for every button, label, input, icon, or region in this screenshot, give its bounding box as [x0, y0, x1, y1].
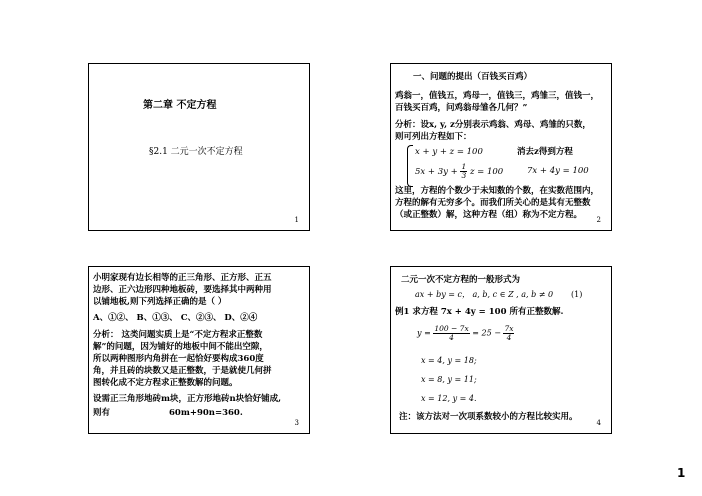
document-page-number: 1 [677, 466, 686, 480]
fraction-7x-over-4 [503, 325, 514, 342]
fraction-numerator: 7x [504, 324, 514, 333]
fraction-denominator: 4 [449, 332, 454, 342]
setup-line-2-prefix: 则有 [93, 408, 111, 418]
question-line-3: 以铺地板,则下列选择正确的是（ ） [93, 297, 227, 307]
fraction-one-third [460, 163, 467, 180]
solution-3: x = 12, y = 4. [421, 394, 477, 403]
slide-page-number: 4 [596, 419, 601, 428]
reduced-equation: 7x + 4y = 100 [527, 166, 589, 176]
solution-1: x = 4, y = 18; [421, 356, 477, 365]
slide-page-number: 3 [294, 419, 299, 428]
question-line-1: 小明家现有边长相等的正三角形、正方形、正五 [93, 273, 272, 283]
setup-line-1: 设需正三角形地砖m块，正方形地砖n块恰好铺成, [93, 394, 282, 404]
answer-options: A、①②、 B、①③、 C、②③、 D、②④ [93, 313, 258, 323]
method-note: 注：该方法对一次项系数较小的方程比较实用。 [399, 412, 578, 422]
slide-page-number: 1 [294, 216, 299, 225]
solution-2: x = 8, y = 11; [421, 375, 477, 384]
problem-line-2: 百钱买百鸡，问鸡翁母雏各几何？” [395, 103, 528, 113]
y-equals: y = [417, 328, 431, 338]
analysis-line-1: 分析：设x, y, z分别表示鸡翁、鸡母、鸡雏的只数， [395, 120, 591, 130]
analysis-line-1: 分析： 这类问题实质上是“不定方程求正整数 [93, 330, 263, 340]
conclusion-line-3: （或正整数）解，这种方程（组）称为不定方程。 [395, 210, 583, 220]
fraction-numerator: 100 − 7x [434, 324, 469, 333]
fraction-100-minus-7x-over-4 [433, 325, 469, 342]
chapter-title: 第二章 不定方程 [143, 100, 217, 111]
analysis-line-2: 则可列出方程如下： [395, 132, 472, 142]
conclusion-line-2: 方程的解有无穷多个。而我们所关心的是其有无整数 [395, 198, 591, 208]
conclusion-line-1: 这里，方程的个数少于未知数的个数，在实数范围内， [395, 186, 600, 196]
equation-system [407, 145, 504, 187]
slide-page-number: 2 [596, 216, 601, 225]
slide4-title: 二元一次不定方程的一般形式为 [401, 275, 521, 285]
fraction-denominator: 3 [461, 170, 467, 180]
equation-2 [415, 163, 503, 180]
analysis-line-4: 角，并且砖的块数又是正整数，于是就使几何拼 [93, 366, 272, 376]
slide-2 [390, 63, 612, 231]
slide2-title: 一、问题的提出（百钱买百鸡） [413, 72, 533, 82]
analysis-line-2: 解”的问题，因为铺好的地板中间不能出空隙， [93, 342, 268, 352]
slide-1 [88, 63, 310, 231]
slide-3 [88, 266, 310, 434]
analysis-line-3: 所以两种图形内角拼在一起恰好要构成360度 [93, 354, 264, 364]
equation-1: x + y + z = 100 [415, 147, 483, 157]
equation-2-left: 5x + 3y + [415, 166, 458, 177]
question-line-2: 边形、正六边形四种地板砖，要选择其中两种用 [93, 285, 272, 295]
equals-25-minus: = 25 − [472, 328, 501, 338]
fraction-denominator: 4 [506, 332, 512, 342]
elimination-note: 消去z得到方程 [517, 147, 573, 157]
slide-4 [390, 266, 612, 434]
example-1: 例1 求方程 7x + 4y = 100 所有正整数解. [395, 307, 564, 317]
fraction-numerator: 1 [461, 162, 467, 171]
problem-line-1: 鸡翁一，值钱五，鸡母一，值钱三，鸡雏三，值钱一， [395, 91, 600, 101]
system-brace [407, 145, 413, 187]
equation-2-right: z = 100 [469, 166, 504, 177]
y-expression [417, 325, 514, 342]
general-equation: ax + by = c， a, b, c ∈ Z , a, b ≠ 0 [415, 290, 554, 299]
section-title: §2.1 二元一次不定方程 [149, 147, 243, 157]
analysis-line-5: 图转化成不定方程求正整数解的问题。 [93, 378, 238, 388]
setup-equation: 60m+90n=360. [169, 408, 243, 418]
general-equation-number: (1) [571, 290, 583, 299]
